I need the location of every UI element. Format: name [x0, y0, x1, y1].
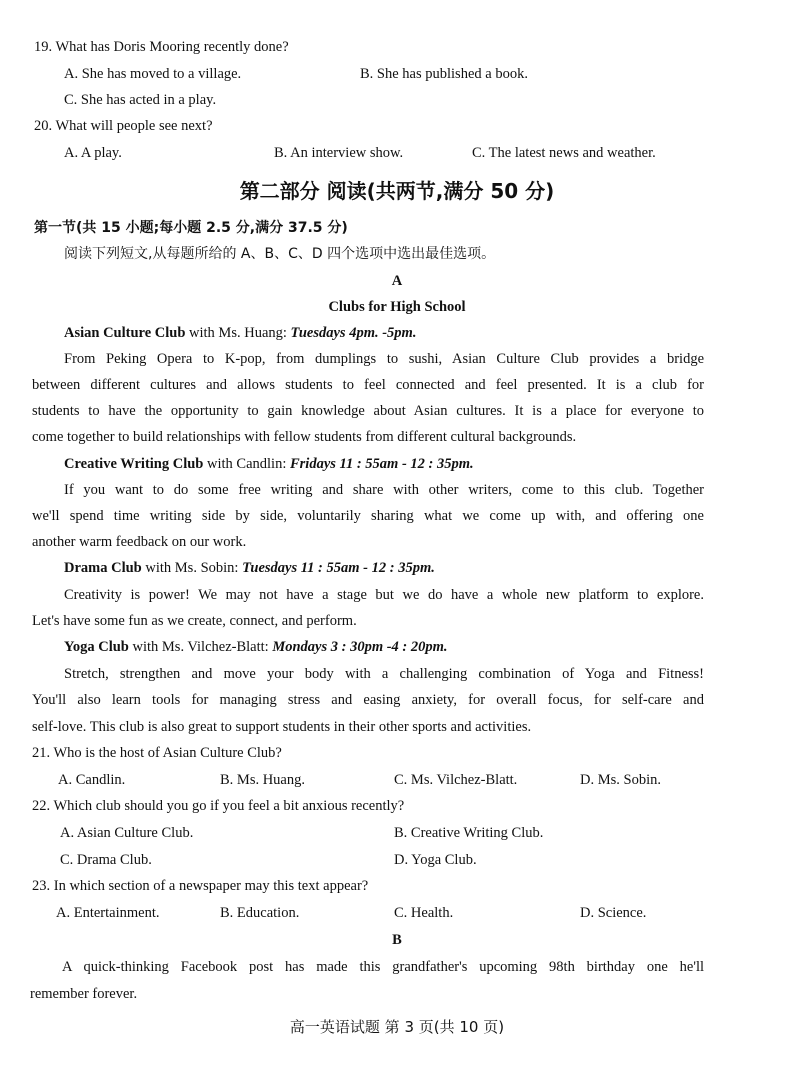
q23-option-b: B. Education. [220, 905, 300, 921]
club-time: Fridays 11 : 55am - 12 : 35pm. [289, 456, 474, 472]
q20-stem: 20. What will people see next? [34, 118, 213, 134]
club-name: Drama Club [64, 560, 142, 576]
q23-option-a: A. Entertainment. [56, 905, 160, 921]
club-drama-heading [64, 559, 435, 577]
q20-option-b: B. An interview show. [274, 145, 404, 161]
q22-option-a: A. Asian Culture Club. [60, 825, 194, 841]
q22-option-b: B. Creative Writing Club. [394, 825, 544, 841]
paragraph-line: A quick-thinking Facebook post has made this grandfather's upcoming 98th birthday one he'll [62, 959, 704, 975]
club-yoga-heading [64, 638, 448, 656]
club-name: Yoga Club [64, 639, 129, 655]
club-time: Tuesdays 11 : 55am - 12 : 35pm. [242, 560, 435, 576]
paragraph-line: come together to build relationships with fellow students from different cultural backgrounds. [32, 429, 577, 445]
club-asian-culture-heading [64, 324, 416, 342]
q19-stem: 19. What has Doris Mooring recently done? [34, 39, 289, 55]
passage-b-letter: B [392, 932, 402, 948]
paragraph-line: between different cultures and allows students to feel connected and feel presented. It is a club for [32, 377, 704, 393]
q19-option-b: B. She has published a book. [360, 66, 528, 82]
q19-option-c: C. She has acted in a play. [64, 92, 217, 108]
paragraph-line: we'll spend time writing side by side, voluntarily sharing what we come up with, and offering one [32, 508, 704, 524]
passage-a-title: Clubs for High School [328, 299, 466, 315]
paragraph-line: students to have the opportunity to gain knowledge about Asian cultures. It is a place for everyone to [32, 403, 704, 419]
q21-option-d: D. Ms. Sobin. [580, 772, 661, 788]
q20-option-c: C. The latest news and weather. [472, 145, 656, 161]
q22-stem: 22. Which club should you go if you feel a bit anxious recently? [32, 798, 405, 814]
q22-option-c: C. Drama Club. [60, 852, 152, 868]
q23-stem: 23. In which section of a newspaper may this text appear? [32, 878, 369, 894]
club-name: Creative Writing Club [64, 456, 204, 472]
club-creative-writing-heading [64, 455, 474, 473]
q20-option-a: A. A play. [64, 145, 122, 161]
q22-option-d: D. Yoga Club. [394, 852, 477, 868]
club-name: Asian Culture Club [64, 325, 186, 341]
q23-option-d: D. Science. [580, 905, 647, 921]
paragraph-line: From Peking Opera to K-pop, from dumplings to sushi, Asian Culture Club provides a bridge [64, 351, 704, 367]
passage-a-letter: A [391, 273, 403, 289]
paragraph-line: You'll also learn tools for managing stress and easing anxiety, for overall focus, for self-care and [32, 692, 704, 708]
paragraph-line: Let's have some fun as we create, connect, and perform. [32, 613, 357, 629]
part2-title: 第二部分 阅读(共两节,满分 50 分) [239, 179, 555, 203]
instruction: 阅读下列短文,从每题所给的 A、B、C、D 四个选项中选出最佳选项。 [64, 246, 496, 262]
page-footer: 高一英语试题 第 3 页(共 10 页) [289, 1018, 505, 1036]
q21-option-a: A. Candlin. [58, 772, 126, 788]
club-host: with Ms. Sobin: [141, 560, 243, 576]
q19-option-a: A. She has moved to a village. [64, 66, 242, 82]
paragraph-line: If you want to do some free writing and share with other writers, come to this club. Together [64, 482, 704, 498]
paragraph-line: Creativity is power! We may not have a stage but we do have a whole new platform to explore. [64, 587, 704, 603]
club-host: with Candlin: [203, 456, 290, 472]
q21-option-c: C. Ms. Vilchez-Blatt. [394, 772, 518, 788]
paragraph-line: remember forever. [30, 986, 138, 1002]
paragraph-line: another warm feedback on our work. [32, 534, 247, 550]
club-host: with Ms. Huang: [185, 325, 291, 341]
section1-heading: 第一节(共 15 小题;每小题 2.5 分,满分 37.5 分) [34, 220, 348, 236]
paragraph-line: Stretch, strengthen and move your body with a challenging combination of Yoga and Fitness! [64, 666, 704, 682]
paragraph-line: self-love. This club is also great to support students in their other sports and activities. [32, 719, 532, 735]
q23-option-c: C. Health. [394, 905, 454, 921]
club-time: Tuesdays 4pm. -5pm. [290, 325, 417, 341]
club-host: with Ms. Vilchez-Blatt: [128, 639, 273, 655]
q21-stem: 21. Who is the host of Asian Culture Club? [32, 745, 282, 761]
club-time: Mondays 3 : 30pm -4 : 20pm. [272, 639, 448, 655]
q21-option-b: B. Ms. Huang. [220, 772, 305, 788]
